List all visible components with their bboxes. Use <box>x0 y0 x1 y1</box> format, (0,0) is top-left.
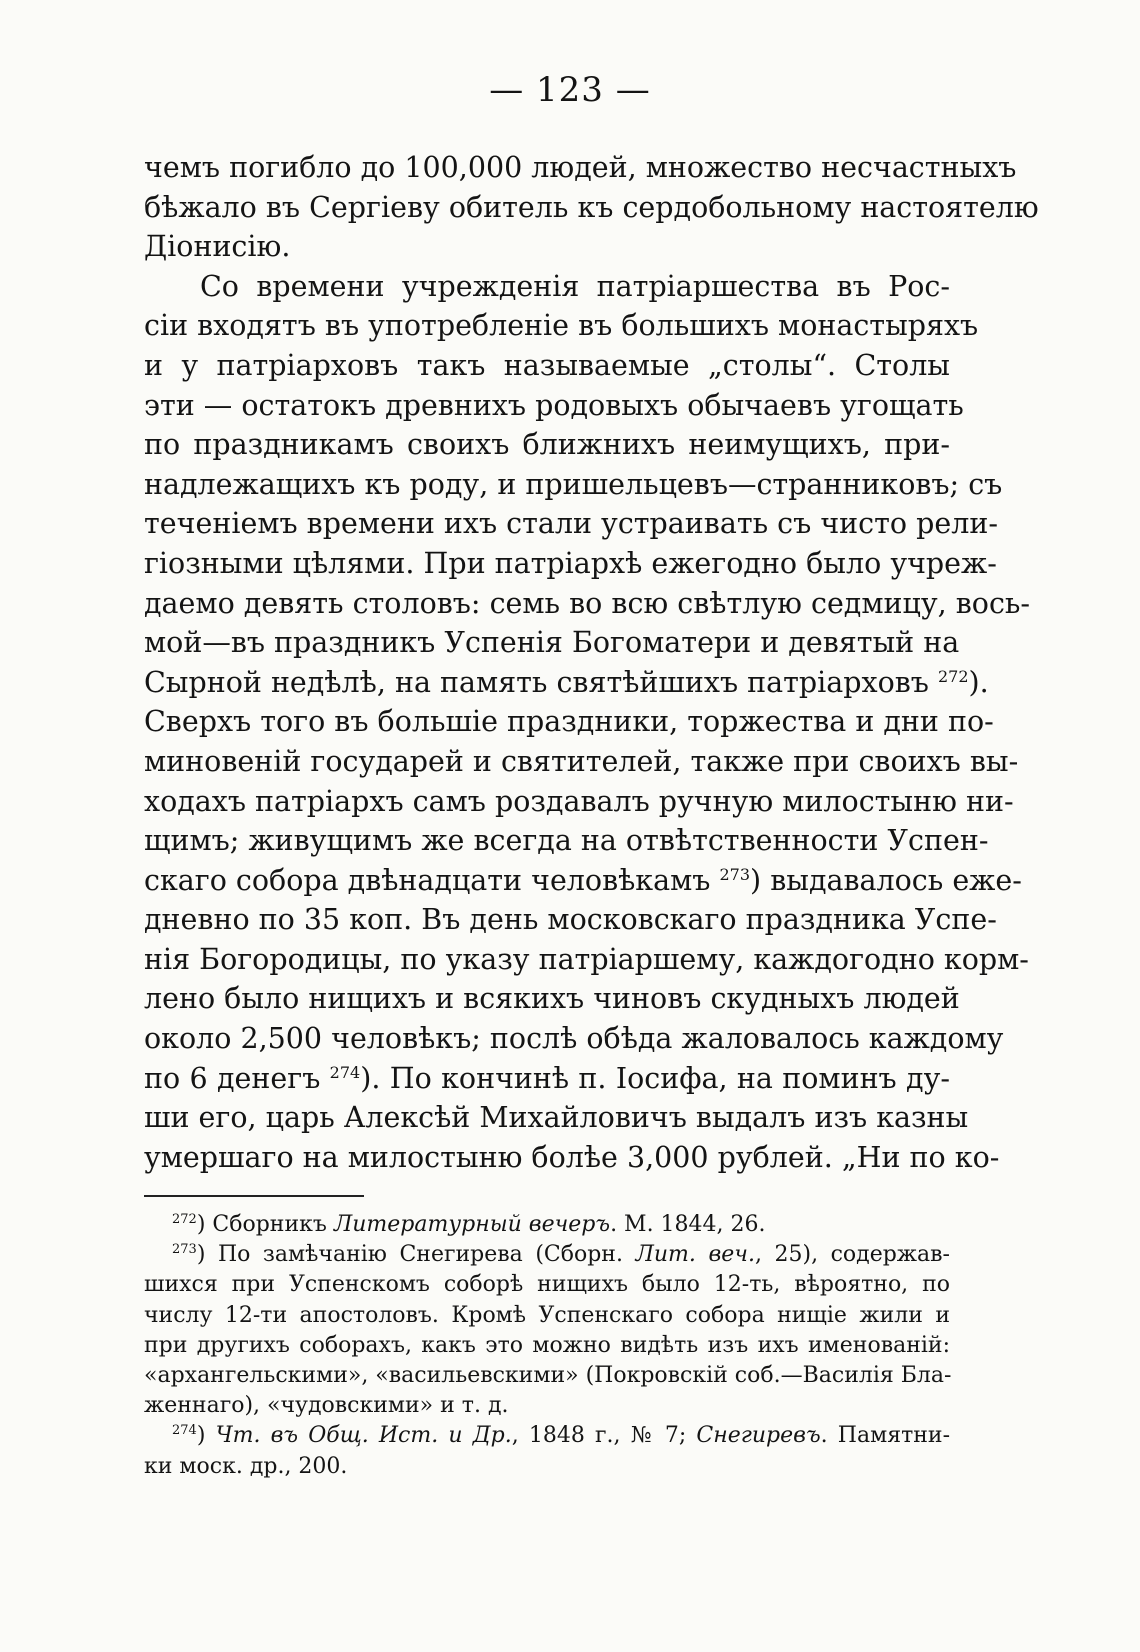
footnote-line: при другихъ соборахъ, какъ это можно видѣть изъ ихъ именованій: <box>144 1332 950 1358</box>
footnote-title: Лит. веч. <box>635 1242 755 1268</box>
text-line: Діонисію. <box>144 230 291 264</box>
footnote-author: Снегиревъ <box>696 1423 821 1449</box>
footnote-text: . Памятни- <box>820 1423 951 1449</box>
footnote-ref-274[interactable]: 274 <box>329 1062 361 1082</box>
text-line <box>144 663 989 703</box>
footnote-text: ) По замѣчанію Снегирева (Сборн. <box>196 1242 636 1268</box>
text-line: и у патріарховъ такъ называемые „столы“. Столы <box>144 348 950 382</box>
footnote-ref-272[interactable]: 272 <box>937 666 969 686</box>
text-line: сіи входятъ въ употребленіе въ большихъ монастыряхъ <box>144 309 979 343</box>
text-line: даемо девять столовъ: семь во всю свѣтлую седмицу, вось- <box>144 586 1031 620</box>
text-line: около 2,500 человѣкъ; послѣ обѣда жаловалось каждому <box>144 1022 1004 1056</box>
text-line: надлежащихъ къ роду, и пришельцевъ—странниковъ; съ <box>144 467 1003 501</box>
footnote-line: шихся при Успенскомъ соборѣ нищихъ было 12-ть, вѣроятно, по <box>144 1272 950 1298</box>
footnote-line: ки моск. др., 200. <box>144 1453 348 1479</box>
text-line: ходахъ патріархъ самъ роздавалъ ручную милостыню ни- <box>144 784 1014 818</box>
footnote-mark: 273 <box>172 1242 197 1258</box>
text-line: миновеній государей и святителей, также при своихъ вы- <box>144 744 1019 778</box>
text-segment: ). По кончинѣ п. Іосифа, на поминъ ду- <box>360 1061 950 1095</box>
footnote-ref-273[interactable]: 273 <box>719 864 751 884</box>
text-line: чемъ погибло до 100,000 людей, множество несчастныхъ <box>144 151 1017 184</box>
footnote-mark: 272 <box>172 1212 197 1227</box>
text-line: Со времени учрежденія патріаршества въ Рос- <box>200 269 950 303</box>
footnote-text: , 25), содержав- <box>754 1242 950 1268</box>
text-line: ши его, царь Алексѣй Михайловичъ выдалъ изъ казны <box>144 1101 969 1135</box>
text-line: Сверхъ того въ большіе праздники, торжества и дни по- <box>144 705 994 739</box>
text-line: дневно по 35 коп. Въ день московскаго праздника Успе- <box>144 903 997 937</box>
footnote-mark: 274 <box>172 1423 197 1439</box>
text-line: умершаго на милостыню болѣе 3,000 рублей. „Ни по ко- <box>144 1140 1000 1174</box>
text-line: теченіемъ времени ихъ стали устраивать съ чисто рели- <box>144 507 998 541</box>
footnote-274 <box>144 1421 950 1451</box>
text-line: мой—въ праздникъ Успенія Богоматери и девятый на <box>144 626 960 660</box>
footnote-divider <box>144 1195 364 1197</box>
footnote-text: ) Сборникъ <box>196 1212 334 1237</box>
page-number: — 123 — <box>489 70 651 110</box>
footnote-title: Литературный вечеръ <box>333 1212 611 1237</box>
footnote-273 <box>144 1240 950 1270</box>
footnotes <box>144 1210 950 1482</box>
text-segment: по 6 денегъ <box>144 1061 330 1095</box>
text-line: по праздникамъ своихъ ближнихъ неимущихъ, при- <box>144 428 950 462</box>
text-segment: ). <box>968 665 989 699</box>
footnote-272 <box>144 1210 950 1240</box>
footnote-line: числу 12-ти апостоловъ. Кромѣ Успенскаго собора нищіе жили и <box>144 1302 950 1328</box>
footnote-title: Чт. въ Общ. Ист. и Др. <box>215 1423 512 1449</box>
text-line: гіозными цѣлями. При патріархѣ ежегодно было учреж- <box>144 546 997 580</box>
footnote-line: «архангельскими», «васильевскими» (Покровскій соб.—Василія Бла- <box>144 1362 952 1388</box>
footnote-text: ) <box>196 1423 216 1449</box>
text-line: щимъ; живущимъ же всегда на отвѣтственности Успен- <box>144 824 989 858</box>
text-segment: Сырной недѣлѣ, на память святѣйшихъ патріарховъ <box>144 665 938 699</box>
text-line <box>144 861 1022 901</box>
text-line: бѣжало въ Сергіеву обитель къ сердобольному настоятелю <box>144 190 1039 224</box>
main-text <box>144 148 1039 1177</box>
text-segment: скаго собора двѣнадцати человѣкамъ <box>144 863 720 897</box>
text-line: эти — остатокъ древнихъ родовыхъ обычаевъ угощать <box>144 388 964 422</box>
text-line: нія Богородицы, по указу патріаршему, каждогодно корм- <box>144 942 1029 976</box>
text-segment: ) выдавалось еже- <box>750 863 1022 897</box>
footnote-text: , 1848 г., № 7; <box>511 1423 697 1449</box>
footnote-text: . М. 1844, 26. <box>610 1212 766 1237</box>
footnote-line: женнаго), «чудовскими» и т. д. <box>144 1393 509 1419</box>
text-line <box>144 1059 950 1099</box>
text-line: лено было нищихъ и всякихъ чиновъ скудныхъ людей <box>144 982 960 1016</box>
